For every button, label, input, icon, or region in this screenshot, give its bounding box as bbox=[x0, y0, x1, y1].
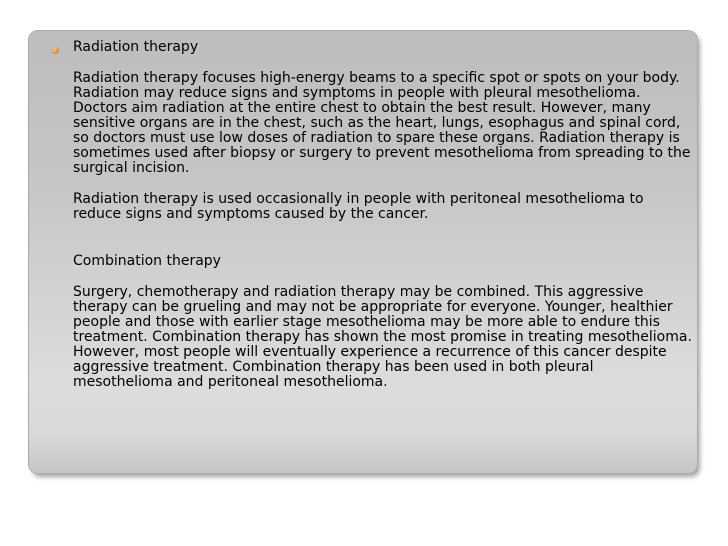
radiation-therapy-paragraph: Radiation therapy focuses high-energy beams to a specific spot or spots on your body. Radiation may reduce signs and symptoms in people with pleural mesothelioma. Doctors aim radiation at the entire chest to obtain the best result. However, many sensitive organs are in the chest, such as the heart, lungs, esophagus and spinal cord, so doctors must use low doses of radiation to spare these organs. Radiation therapy is sometimes used after biopsy or surgery to prevent mesothelioma from spreading to the surgical incision. bbox=[73, 70, 691, 176]
combination-therapy-paragraph: Surgery, chemotherapy and radiation therapy may be combined. This aggressive therapy can be grueling and may not be appropriate for everyone. Younger, healthier people and those with earlier stage mesothelioma may be more able to endure this treatment. Combination therapy has shown the most promise in treating mesothelioma. However, most people will eventually experience a recurrence of this cancer despite aggressive treatment. Combination therapy has been used in both pleural mesothelioma and peritoneal mesothelioma. bbox=[73, 284, 692, 390]
peritoneal-radiation-paragraph: Radiation therapy is used occasionally in people with peritoneal mesothelioma to reduce signs and symptoms caused by the cancer. bbox=[73, 191, 644, 222]
combination-therapy-heading: Combination therapy bbox=[73, 253, 221, 269]
bullet-heading: Radiation therapy bbox=[73, 39, 199, 55]
slide-body bbox=[73, 40, 693, 390]
bullet-icon bbox=[52, 47, 59, 54]
